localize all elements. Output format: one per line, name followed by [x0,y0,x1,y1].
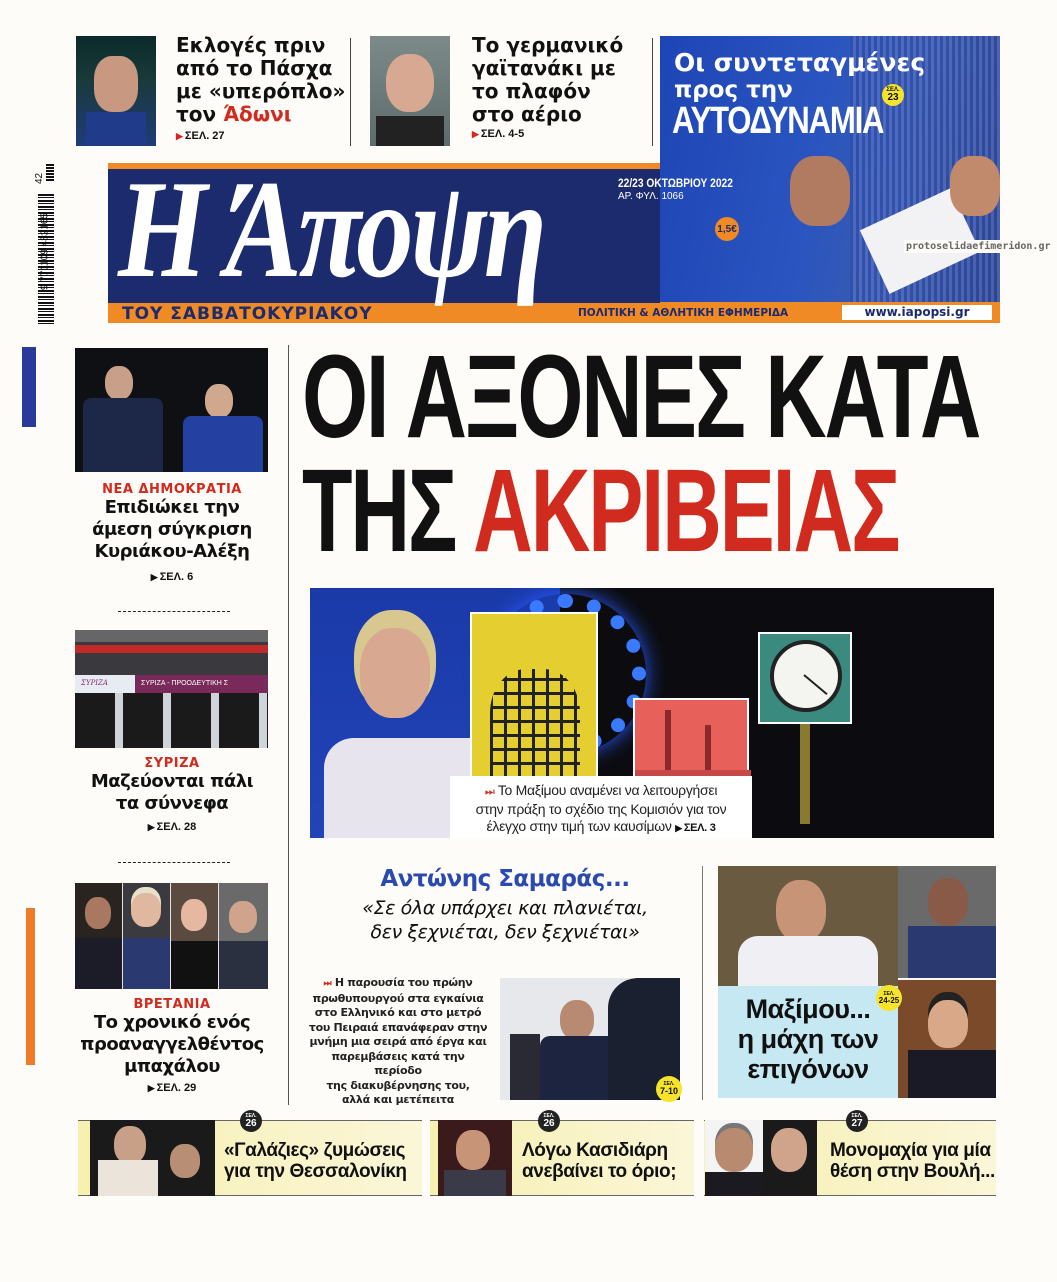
maximou-photo-top-right[interactable] [898,866,996,978]
masthead-subtitle: ΤΟΥ ΣΑΒΒΑΤΟΚΥΡΙΑΚΟΥ [122,304,373,324]
sidebar-2-photo[interactable] [75,630,268,748]
bottom-1-title[interactable] [224,1140,424,1182]
bottom-2-page-badge[interactable] [538,1110,560,1132]
sidebar-1-title-line: Επιδιώκει την [104,497,240,518]
samaras-name[interactable]: Αντώνης Σαμαράς... [380,866,630,892]
accent-bar-orange [26,908,35,1065]
bottom-1-title-line: για την Θεσσαλονίκη [224,1161,407,1182]
barcode-digits: 9 771109 482165 [39,212,51,291]
speaker-face [360,628,430,718]
bottom-3-page-badge[interactable] [846,1110,868,1132]
sidebar-1-page-ref[interactable] [70,571,274,583]
barcode [32,164,54,324]
autodynamia-line2: προς την [674,77,793,103]
body-line: της διακυβέρνησης του, [326,1078,470,1092]
teaser-2-ref-text: ΣΕΛ. 4-5 [480,128,525,140]
caption-line: στην πράξη το σχέδιο της Κομισιόν για τον [475,801,727,817]
maximou-title-line: η μάχη των [737,1024,879,1054]
body-line: Η παρουσία του πρώην [334,976,473,989]
dashed-divider [118,611,230,612]
masthead-issue: ΑΡ. ΦΥΛ. 1066 [618,191,684,202]
teaser-1-title-line: με «υπερόπλο» [176,79,346,103]
fast-forward-icon: ⏭ [323,979,332,989]
samaras-body [306,976,490,1108]
hand-shape [950,156,1000,216]
page-badge[interactable] [882,84,904,106]
maximou-title-line: Μαξίμου... [745,994,871,1024]
sidebar-3-page-ref[interactable] [66,1082,278,1094]
caption-line: Το Μαξίμου αναμένει να λειτουργήσει [497,782,718,798]
maximou-photo-main[interactable] [718,866,898,986]
photo-pressure-gauge [758,632,852,724]
teaser-1-photo [76,36,156,146]
teaser-1-text [176,34,346,142]
sidebar-2-ref-text: ΣΕΛ. 28 [156,821,197,833]
badge-label: ΣΕΛ. [245,1112,257,1119]
accent-bar-blue [22,347,36,427]
hand-shape [790,156,850,226]
gas-pipe [800,724,810,824]
arrow-icon: ▶ [472,129,479,139]
badge-page: 26 [543,1117,555,1129]
caption-line: έλεγχο στην τιμή των καυσίμων [486,818,672,834]
sidebar-3-photo[interactable] [75,883,268,989]
quote-line: δεν ξεχνιέται, δεν ξεχνιέται» [370,921,640,943]
photo-logo: ΣΥΡΙΖΑ [81,679,108,687]
body-line: μνήμη μια σειρά από έργα και [309,1035,487,1048]
body-line: παρεμβάσεις κατά την περίοδο [331,1049,465,1077]
badge-page: 26 [245,1117,257,1129]
teaser-1-page-ref[interactable] [176,130,346,142]
sidebar-2-title-line: τα σύννεφα [115,793,229,814]
samaras-quote [310,896,700,944]
maximou-title-line: επιγόνων [747,1054,869,1084]
sidebar-1-text[interactable] [70,482,274,583]
sidebar-2-title-line: Μαζεύονται πάλι [90,771,254,792]
bottom-3-title[interactable] [830,1140,996,1182]
bottom-3-title-line: θέση στην Βουλή... [830,1161,995,1182]
main-headline-black: ΤΗΣ [302,445,456,577]
sidebar-3-category: ΒΡΕΤΑΝΙΑ [133,997,211,1012]
badge-page: 7-10 [659,1086,678,1096]
sidebar-1-photo[interactable] [75,348,268,472]
teaser-2-title-line: στο αέριο [472,102,582,126]
bottom-2-photo[interactable] [438,1120,512,1196]
fast-forward-icon: ⏭ [484,786,495,798]
teaser-2-title-line: Το γερμανικό [472,33,624,57]
badge-label: ΣΕΛ. [883,990,895,997]
bottom-3-photo[interactable] [705,1120,817,1196]
bottom-1-photo[interactable] [90,1120,215,1196]
sidebar-3-ref-text: ΣΕΛ. 29 [156,1082,197,1094]
divider [652,38,653,146]
bottom-2-title-line: ανεβαίνει το όριο; [522,1161,677,1182]
sidebar-3-title-line: Το χρονικό ενός [93,1012,251,1033]
main-headline-line1[interactable]: ΟΙ ΑΞΟΝΕΣ ΚΑΤΑ [302,331,980,463]
samaras-photo[interactable] [500,978,680,1100]
badge-page: 24-25 [878,995,900,1005]
divider [702,866,703,1100]
photo-sign: ΣΥΡΙΖΑ - ΠΡΟΟΔΕΥΤΙΚΗ Σ [141,680,229,687]
maximou-photo-bottom-right[interactable] [898,980,996,1098]
samaras-page-badge[interactable] [656,1076,682,1102]
teaser-1-title-highlight: Άδωνι [223,102,292,126]
teaser-1-ref-text: ΣΕΛ. 27 [184,130,225,142]
sidebar-2-text[interactable] [70,756,274,833]
maximou-title-box[interactable] [718,986,898,1098]
price-badge [715,217,739,241]
body-line: στο Ελληνικό και στο μετρό [314,1006,482,1019]
teaser-1-title-prefix: τον [176,102,224,126]
arrow-icon: ▶ [147,1083,155,1093]
main-headline-line2[interactable] [302,445,899,577]
photo-yellow-tower [470,612,598,790]
masthead-date: 22/23 ΟΚΤΩΒΡΙΟΥ 2022 [618,176,733,190]
price-text: 1,5€ [717,223,737,235]
caption-ref[interactable]: ΣΕΛ. 3 [683,822,716,834]
teaser-1-title-line: Εκλογές πριν [176,33,326,57]
badge-label: ΣΕΛ. [851,1112,863,1119]
sidebar-1-category: ΝΕΑ ΔΗΜΟΚΡΑΤΙΑ [102,482,242,497]
badge-label: ΣΕΛ. [663,1081,675,1087]
masthead-tagline: ΠΟΛΙΤΙΚΗ & ΑΘΛΗΤΙΚΗ ΕΦΗΜΕΡΙΔΑ [578,307,789,319]
masthead-title[interactable]: Η Άποψη [118,152,544,307]
sidebar-1-ref-text: ΣΕΛ. 6 [159,571,194,583]
sidebar-divider [288,345,289,1105]
bottom-2-title[interactable] [522,1140,692,1182]
sidebar-3-title-line: μπαχάλου [124,1056,220,1077]
autodynamia-banner[interactable] [660,36,1000,314]
teaser-1-title-line: από το Πάσχα [176,56,333,80]
maximou-page-badge[interactable] [876,985,902,1011]
teaser-2-photo [370,36,450,146]
sidebar-1-title-line: Κυριάκου-Αλέξη [94,541,250,562]
barcode-top-number: 42 [34,172,45,184]
dashed-divider [118,862,230,863]
sidebar-2-category: ΣΥΡΙΖΑ [144,756,200,771]
teaser-2-text [472,34,642,140]
sidebar-2-page-ref[interactable] [70,821,274,833]
autodynamia-line1: Οι συντεταγμένες [674,48,926,77]
teaser-2-title-line: γαϊτανάκι με [472,56,616,80]
bottom-3-title-line: Μονομαχία για μία [830,1140,991,1161]
watermark: protoselidaefimeridon.gr [906,241,1051,252]
main-photo-caption[interactable] [450,776,752,838]
body-line: αλλά και μετέπειτα [341,1093,454,1106]
badge-label: ΣΕΛ. [886,87,900,93]
sidebar-1-title-line: άμεση σύγκριση [92,519,252,540]
autodynamia-big: ΑΥΤΟΔΥΝΑΜΙΑ [672,100,884,142]
teaser-2-title-line: το πλαφόν [472,79,591,103]
main-headline-red: ΑΚΡΙΒΕΙΑΣ [473,445,899,577]
website-text: www.iapopsi.gr [864,305,970,319]
badge-label: ΣΕΛ. [543,1112,555,1119]
quote-line: «Σε όλα υπάρχει και πλανιέται, [362,897,648,919]
arrow-icon: ▶ [675,823,682,833]
sidebar-3-title-line: προαναγγελθέντος [80,1034,264,1055]
bottom-1-title-line: «Γαλάζιες» ζυμώσεις [224,1140,406,1161]
body-line: πρωθυπουργού στα εγκαίνια [312,991,484,1005]
website-link[interactable] [842,305,992,320]
divider [350,38,351,146]
badge-page: 23 [887,92,899,103]
sidebar-3-text[interactable] [66,997,278,1094]
bottom-2-title-line: Λόγω Κασιδιάρη [522,1140,668,1161]
arrow-icon: ▶ [176,131,183,141]
teaser-2-page-ref[interactable] [472,128,642,140]
bottom-1-page-badge[interactable] [240,1110,262,1132]
badge-page: 27 [851,1117,863,1129]
body-line: του Πειραιά επανάφεραν στην [308,1020,488,1034]
arrow-icon: ▶ [147,822,155,832]
arrow-icon: ▶ [150,572,158,582]
